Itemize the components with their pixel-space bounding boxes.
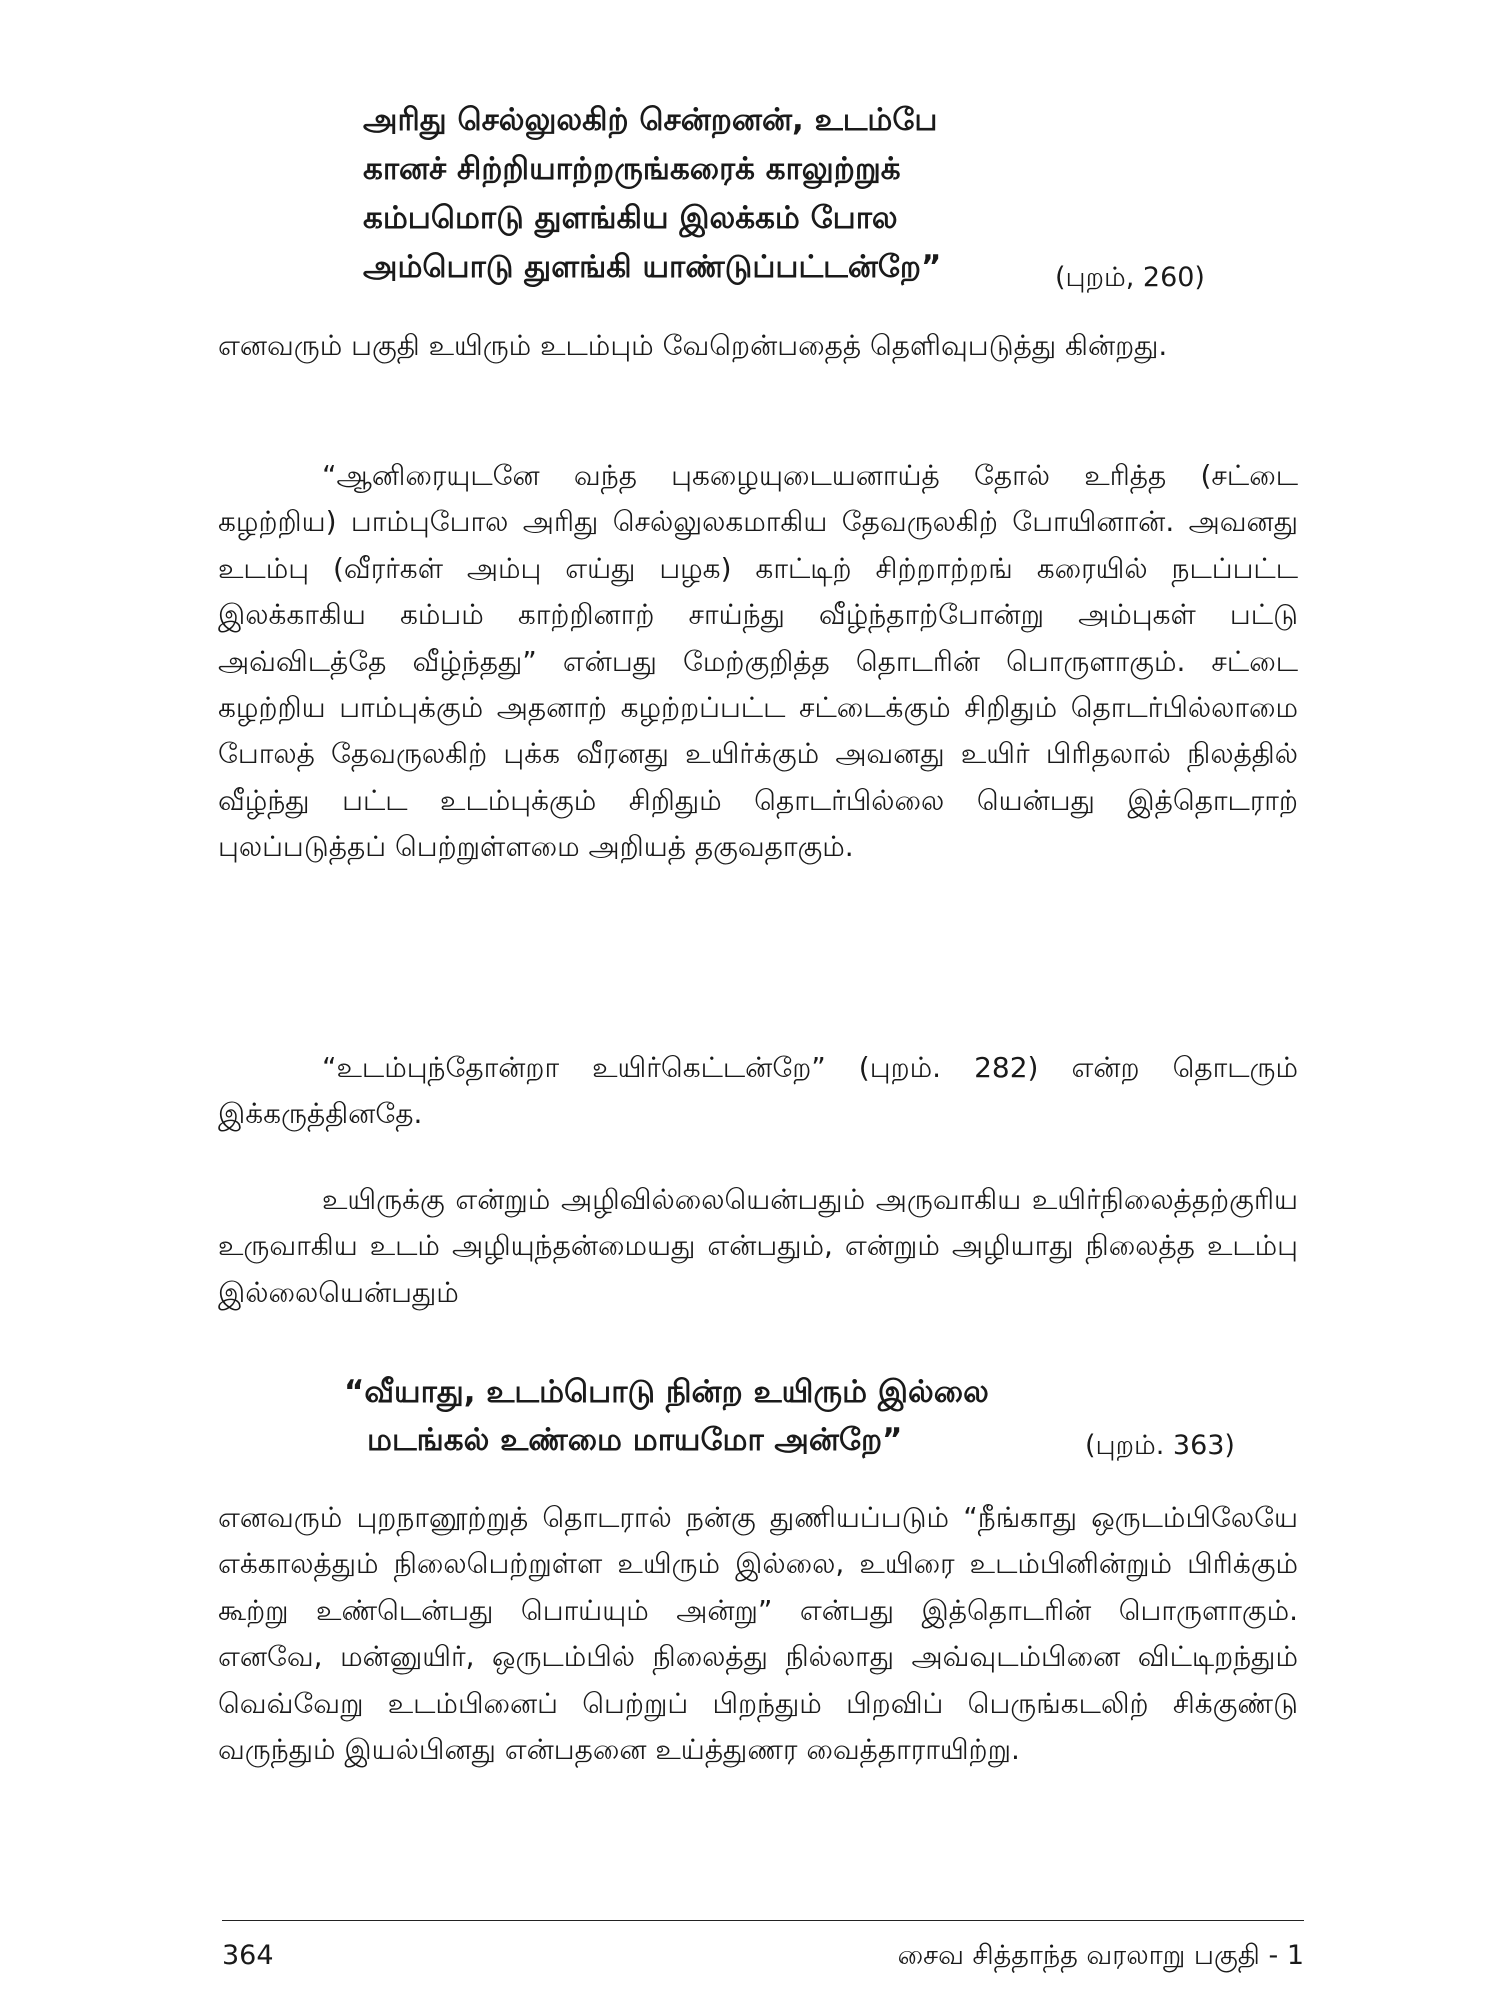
verse1-line-2: கானச் சிற்றியாற்றருங்கரைக் காலுற்றுக்: [363, 151, 901, 187]
page-number: 364: [222, 1940, 274, 1971]
verse1-line-1: அரிது செல்லுலகிற் சென்றனன், உடம்பே: [363, 102, 938, 138]
verse1-line-4: அம்பொடு துளங்கி யாண்டுப்பட்டன்றே”: [363, 249, 942, 285]
paragraph-4: உயிருக்கு என்றும் அழிவில்லையென்பதும் அருவாகிய உயிர்நிலைத்தற்குரிய உருவாகிய உடம் அழியுந்தன்மையது என்பதும், என்றும் அழியாது நிலைத்த உடம்பு இல்லையென்பதும்: [218, 1183, 1298, 1309]
verse1-line-3: கம்பமொடு துளங்கிய இலக்கம் போல: [363, 200, 898, 236]
paragraph-5: எனவரும் புறநானூற்றுத் தொடரால் நன்கு துணியப்படும் “நீங்காது ஒருடம்பிலேயே எக்காலத்தும் நிலைபெற்றுள்ள உயிரும் இல்லை, உயிரை உடம்பினின்றும் பிரிக்கும் கூற்று உண்டென்பது பொய்யும் அன்று” என்பது இத்தொடரின் பொருளாகும். எனவே, மன்னுயிர், ஒருடம்பில் நிலைத்து நில்லாது அவ்வுடம்பினை விட்டிறந்தும் வெவ்வேறு உடம்பினைப் பெற்றுப் பிறந்தும் பிறவிப் பெருங்கடலிற் சிக்குண்டு வருந்தும் இயல்பினது என்பதனை உய்த்துணர வைத்தாராயிற்று.: [218, 1501, 1298, 1767]
paragraph-3: “உடம்புந்தோன்றா உயிர்கெட்டன்றே” (புறம். 282) என்ற தொடரும் இக்கருத்தினதே.: [218, 1051, 1298, 1131]
verse1-citation: (புறம், 260): [1055, 262, 1205, 293]
footer-rule: [222, 1920, 1304, 1921]
running-title: சைவ சித்தாந்த வரலாறு பகுதி - 1: [897, 1940, 1304, 1971]
verse2-line-1: “வீயாது, உடம்பொடு நின்ற உயிரும் இல்லை: [344, 1374, 989, 1410]
paragraph-1: எனவரும் பகுதி உயிரும் உடம்பும் வேறென்பதைத் தெளிவுபடுத்து கின்றது.: [218, 329, 1168, 362]
verse2-citation: (புறம். 363): [1085, 1430, 1235, 1461]
paragraph-2: “ஆனிரையுடனே வந்த புகழையுடையனாய்த் தோல் உரித்த (சட்டை கழற்றிய) பாம்புபோல அரிது செல்லுலகமாகிய தேவருலகிற் போயினான். அவனது உடம்பு (வீரர்கள் அம்பு எய்து பழக) காட்டிற் சிற்றாற்றங் கரையில் நடப்பட்ட இலக்காகிய கம்பம் காற்றினாற் சாய்ந்து வீழ்ந்தாற்போன்று அம்புகள் பட்டு அவ்விடத்தே வீழ்ந்தது” என்பது மேற்குறித்த தொடரின் பொருளாகும். சட்டை கழற்றிய பாம்புக்கும் அதனாற் கழற்றப்பட்ட சட்டைக்கும் சிறிதும் தொடர்பில்லாமை போலத் தேவருலகிற் புக்க வீரனது உயிர்க்கும் அவனது உயிர் பிரிதலால் நிலத்தில் வீழ்ந்து பட்ட உடம்புக்கும் சிறிதும் தொடர்பில்லை யென்பது இத்தொடராற் புலப்படுத்தப் பெற்றுள்ளமை அறியத் தகுவதாகும்.: [218, 459, 1298, 864]
verse2-line-2: மடங்கல் உண்மை மாயமோ அன்றே”: [367, 1422, 903, 1458]
